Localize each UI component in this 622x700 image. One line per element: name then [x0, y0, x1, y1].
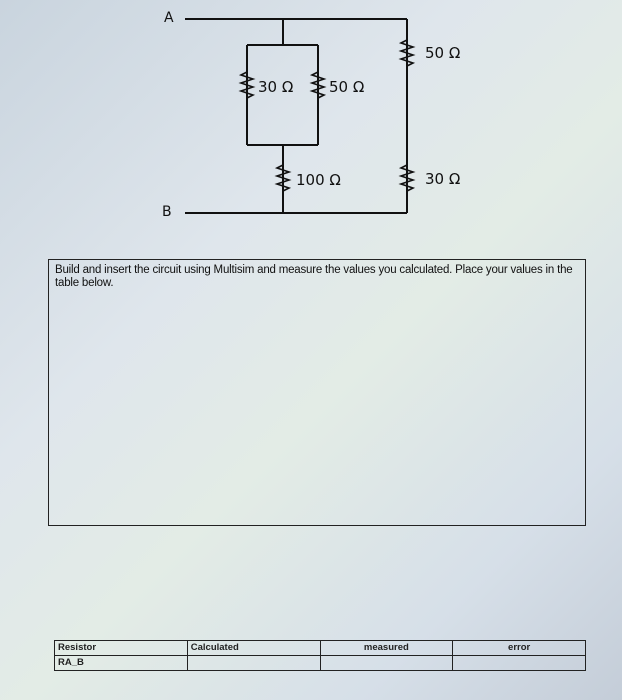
cell-resistor-name: RA_B	[55, 656, 188, 671]
table-header-row	[55, 641, 586, 656]
resistor-100-label: 100 Ω	[296, 171, 341, 189]
cell-calculated[interactable]	[187, 656, 320, 671]
instructions-box	[48, 259, 586, 526]
node-a-label: A	[164, 10, 174, 26]
table-row	[55, 656, 586, 671]
results-table	[54, 640, 586, 671]
header-measured: measured	[320, 641, 453, 656]
resistor-50-left-label: 50 Ω	[329, 78, 365, 96]
cell-error[interactable]	[453, 656, 586, 671]
resistor-30-right-label: 30 Ω	[425, 170, 461, 188]
resistor-30-left-label: 30 Ω	[258, 78, 294, 96]
header-calculated: Calculated	[187, 641, 320, 656]
cell-measured[interactable]	[320, 656, 453, 671]
circuit-diagram	[0, 0, 622, 260]
node-b-label: B	[162, 204, 172, 220]
resistor-50-right-label: 50 Ω	[425, 44, 461, 62]
header-error: error	[453, 641, 586, 656]
instructions-text: Build and insert the circuit using Multisim and measure the values you calculated. Place your values in the table below.	[55, 264, 573, 289]
header-resistor: Resistor	[55, 641, 188, 656]
